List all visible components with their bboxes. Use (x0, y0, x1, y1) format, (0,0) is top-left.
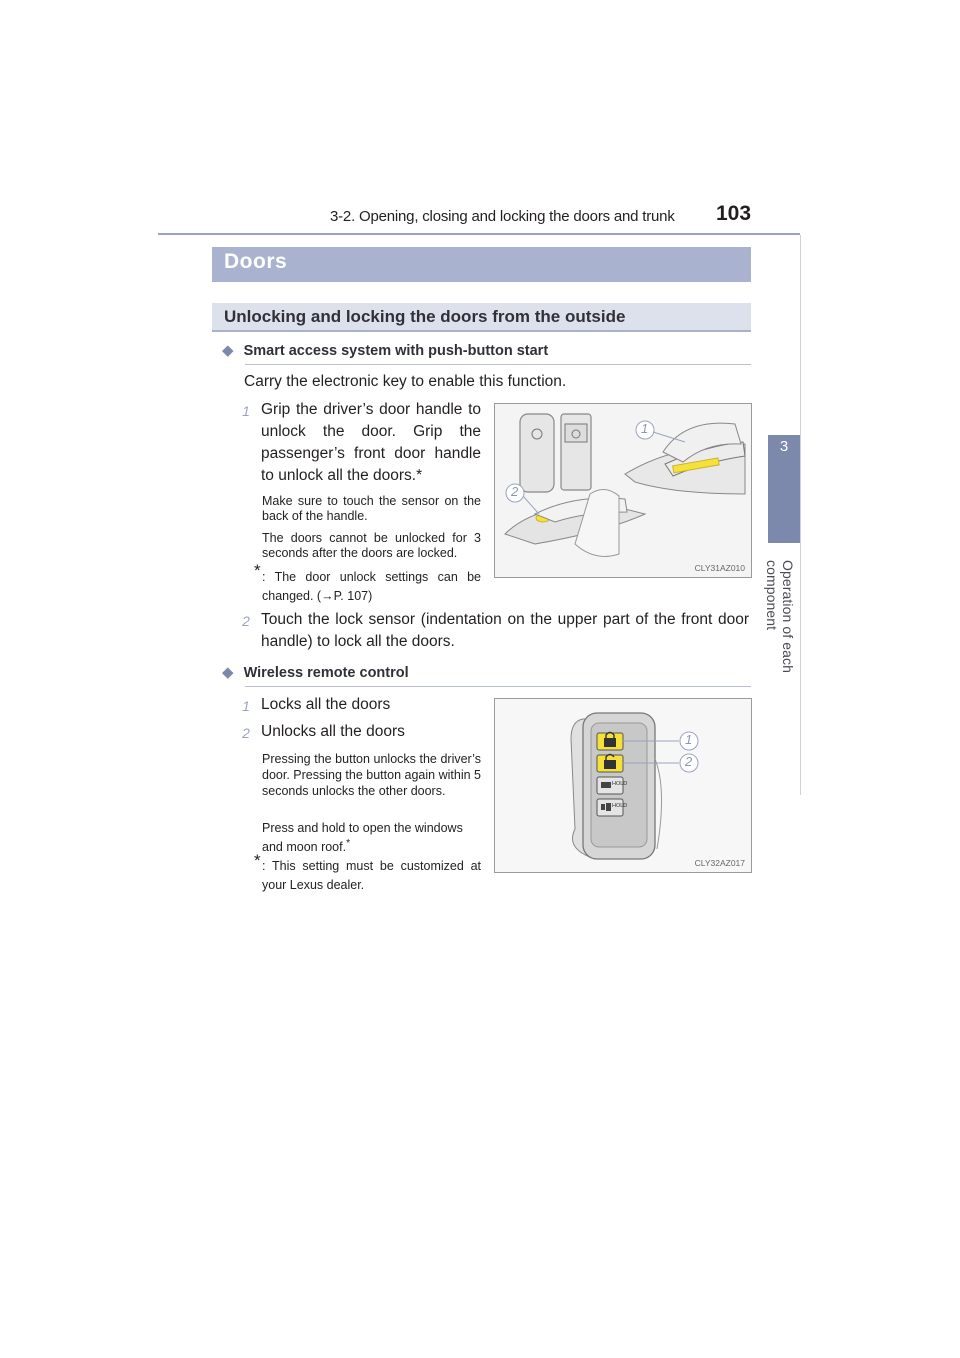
item1-text: Locks all the doors (261, 696, 391, 713)
step1-note-2: The doors cannot be unlocked for 3 seconds after the doors are locked. (262, 531, 481, 560)
step2-text: Touch the lock sensor (indentation on the upper part of the front door handle) to lock all the doors. (261, 611, 749, 650)
section-title: Doors (224, 250, 288, 273)
item2-text: Unlocks all the doors (261, 723, 405, 740)
heading-rule (245, 364, 751, 365)
item-number-1-icon: 1 (242, 698, 250, 714)
key-button-label: HOLD (612, 781, 628, 787)
item-number-2-icon: 2 (242, 725, 250, 741)
smart-access-intro: Carry the electronic key to enable this function. (244, 373, 567, 390)
figure-callout-2: 2 (511, 484, 519, 499)
note-asterisk: * (346, 838, 351, 849)
footnote-asterisk: * (254, 561, 261, 580)
figure-callout-1: 1 (641, 421, 649, 436)
footnote-asterisk: * (254, 851, 261, 870)
page-number: 103 (716, 202, 752, 225)
step1-footnote: : The door unlock settings can be changed. (→P. 107) (262, 570, 481, 603)
step1-text: Grip the driver’s door handle to unlock the door. Grip the passenger’s front door handle to unlock all the doors.* (261, 401, 481, 484)
wireless-heading: ◆ Wireless remote control (222, 664, 409, 681)
figure-code: CLY31AZ010 (694, 563, 745, 573)
figure-code: CLY32AZ017 (694, 858, 745, 868)
door-handle-figure (494, 403, 752, 578)
wireless-note-1: Pressing the button unlocks the driver’s door. Pressing the button again within 5 seconds unlocks the other doors. (262, 752, 481, 798)
wireless-note-2: Press and hold to open the windows and moon roof.* (262, 821, 463, 855)
subsection-title: Unlocking and locking the doors from the outside (224, 307, 626, 326)
door-handle-illustration (495, 404, 751, 577)
step1-note-1: Make sure to touch the sensor on the back of the handle. (262, 494, 481, 523)
subsection-banner (212, 303, 751, 332)
step-number-1-icon: 1 (242, 403, 250, 419)
heading-rule (245, 686, 751, 687)
figure-callout-1: 1 (685, 732, 693, 747)
diamond-icon: ◆ (222, 664, 234, 681)
header-rule (158, 233, 800, 235)
diamond-icon: ◆ (222, 342, 234, 359)
chapter-number: 3 (779, 438, 789, 455)
running-header: 3-2. Opening, closing and locking the doors and trunk (330, 208, 675, 225)
section-banner (212, 247, 751, 282)
wireless-footnote: : This setting must be customized at your Lexus dealer. (262, 859, 481, 892)
side-rule (800, 235, 801, 795)
step-number-2-icon: 2 (242, 613, 250, 629)
key-button-label: HOLD (612, 803, 628, 809)
smart-access-heading: ◆ Smart access system with push-button start (222, 342, 549, 359)
chapter-label: Operation of each component (764, 560, 796, 673)
figure-callout-2: 2 (685, 754, 693, 769)
remote-key-figure (494, 698, 752, 873)
